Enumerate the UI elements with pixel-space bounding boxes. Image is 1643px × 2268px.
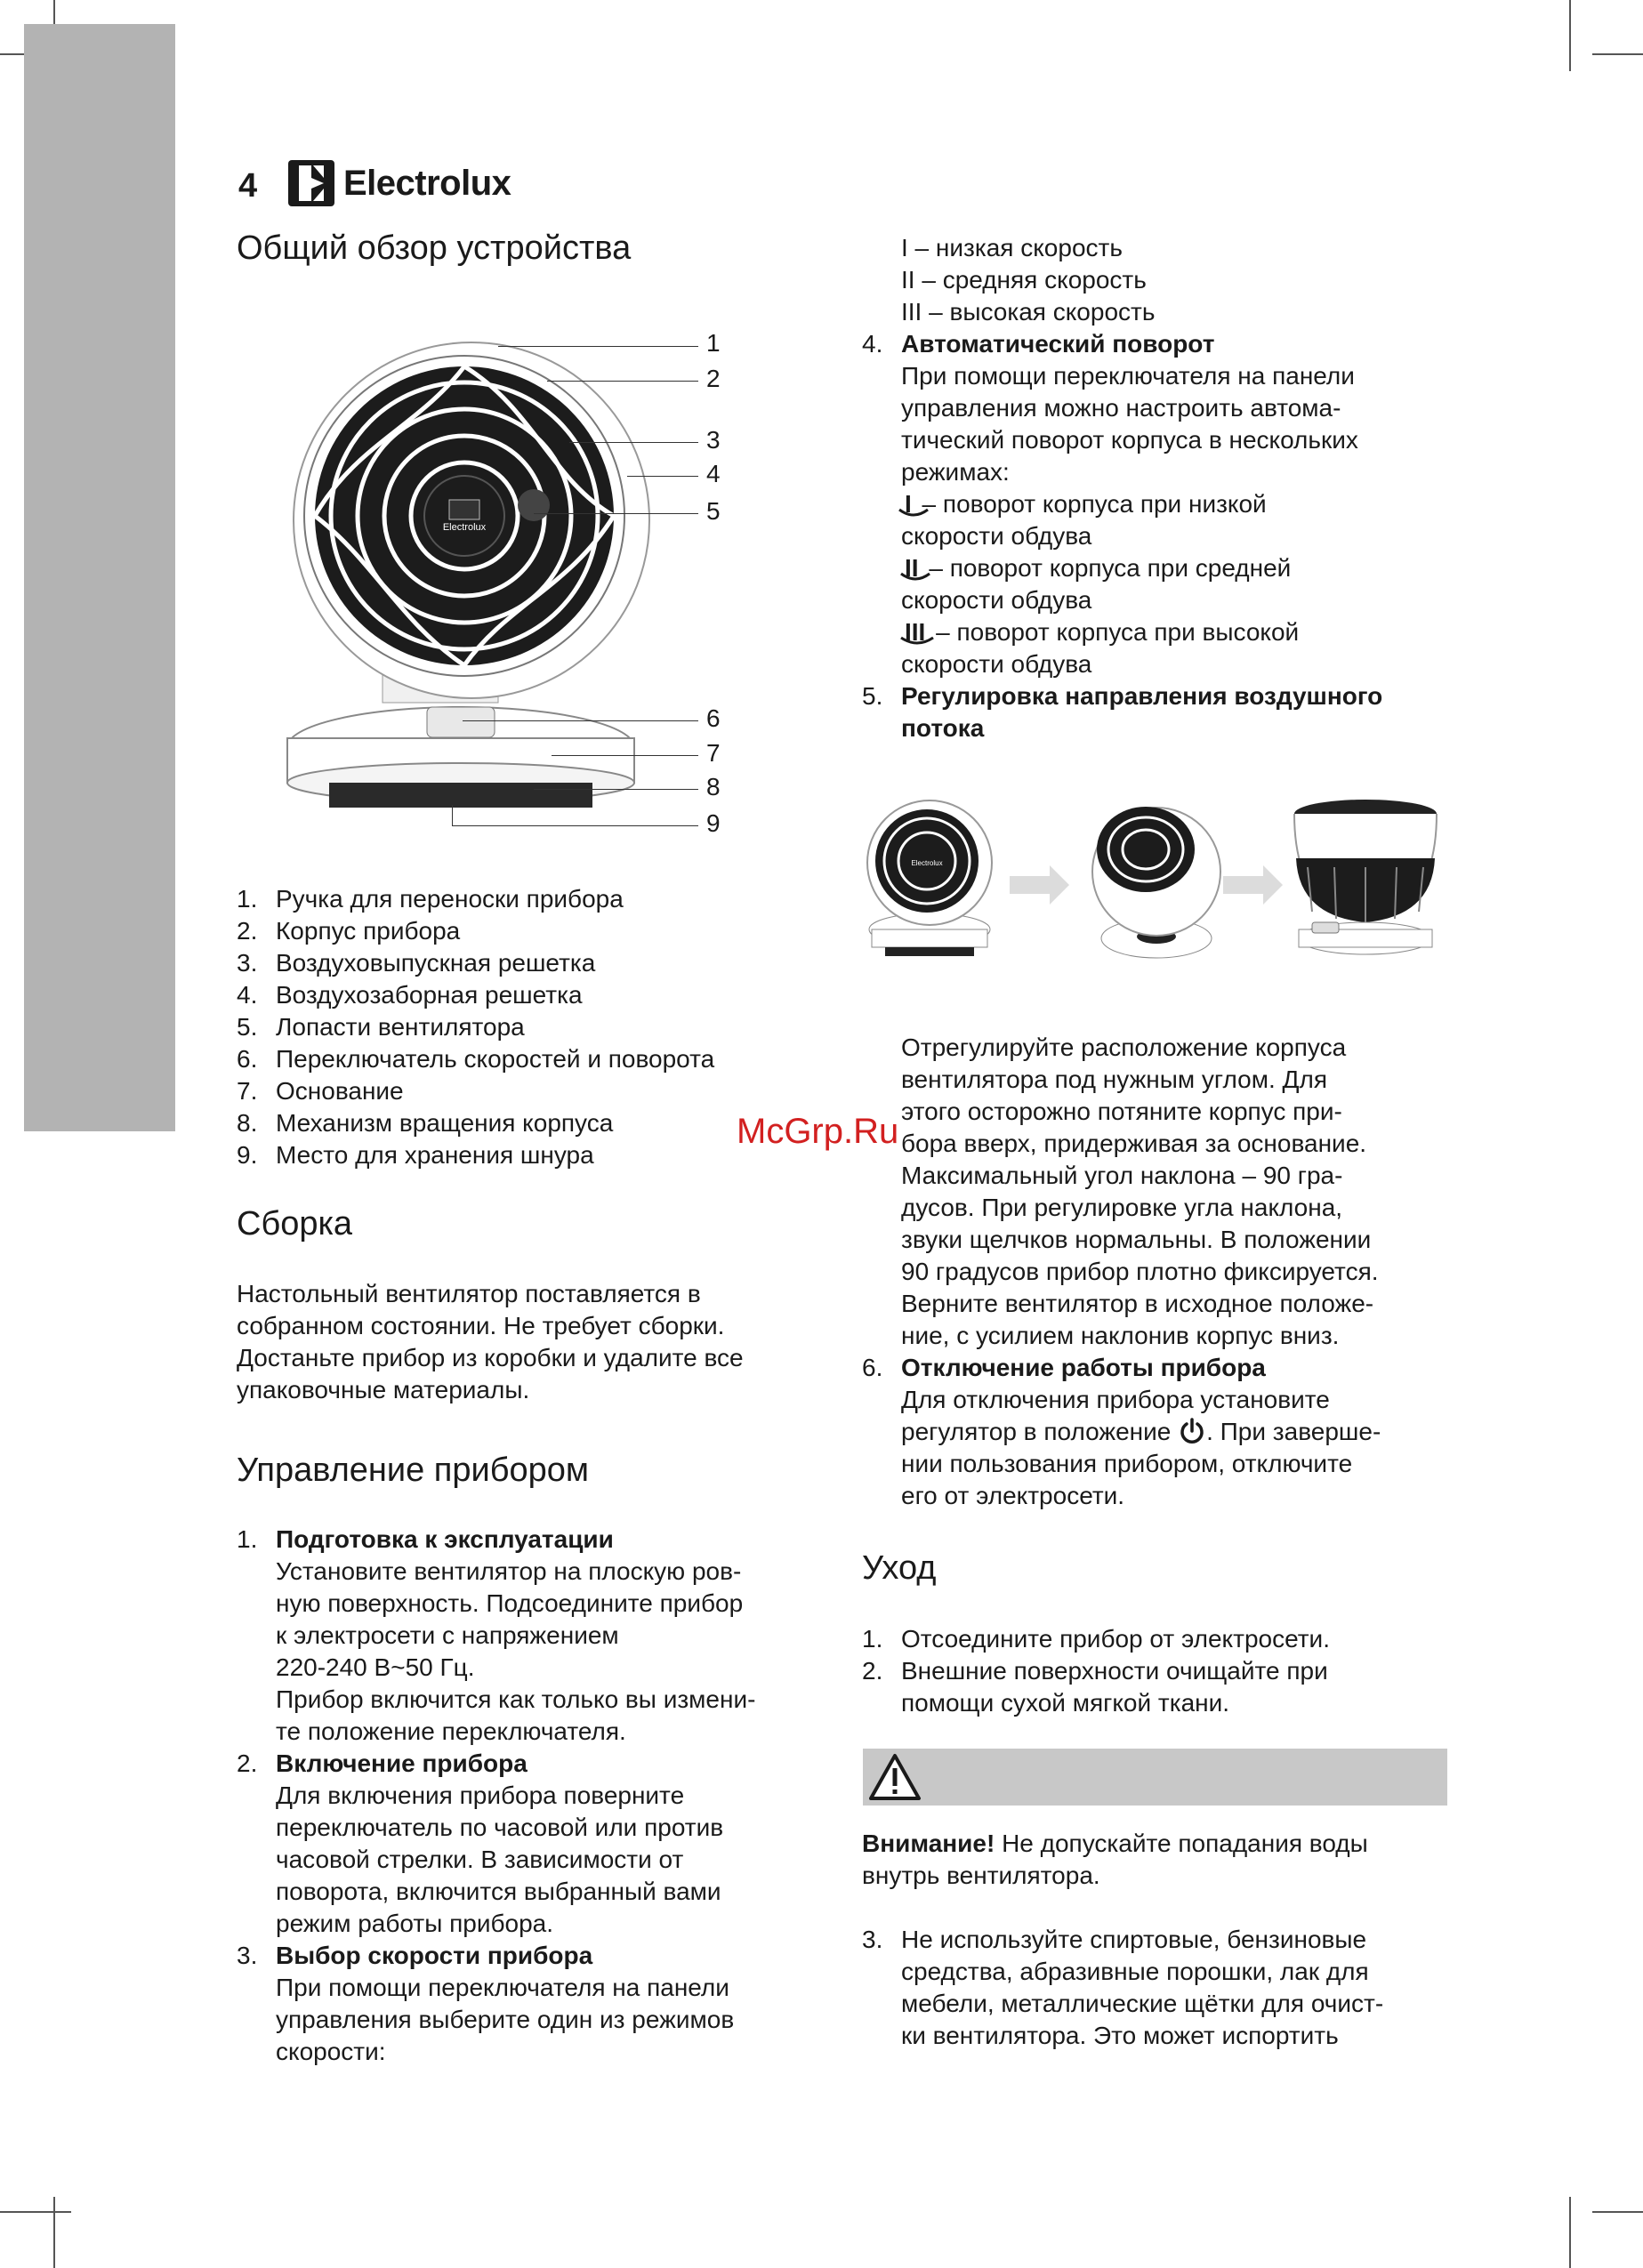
callout-number: 3 [706,426,721,454]
list-item: 3. Не используйте спиртовые, бензиновые средства, абразивные порошки, лак для мебели, металлические щётки для очист- ки вентилятора. Это может испортить [862,1926,1384,2049]
care-list [862,1623,1485,1719]
crop-mark [1592,2211,1643,2213]
callout-number: 5 [706,497,721,525]
rotation-medium-icon: II [901,552,922,584]
shutdown-item: 6. Отключение работы прибора Для отключения прибора установите регулятор в положение . При заверше- нии пользования прибором, отключите его от электросети. [862,1352,1485,1512]
list-item: 5. Лопасти вентилятора [237,1013,525,1041]
list-item: 1. Подготовка к эксплуатации Установите вентилятор на плоскую ров- ную поверхность. Подсоедините прибор к электросети с напряжением 220-240 В~50 Гц. Прибор включится как только вы измени- те положение переключателя. [237,1524,842,1748]
list-item: 1. Отсоедините прибор от электросети. [862,1625,1330,1653]
rotation-high-icon: III [901,616,929,648]
callout-number: 6 [706,704,721,732]
section-title-assembly: Сборка [237,1205,353,1243]
leader-line [547,381,698,382]
speed-high: III – высокая скорость [901,298,1156,326]
control-list [237,1524,842,2068]
leader-line [534,789,698,790]
leader-line [552,755,698,756]
airflow-item-title: 5. Регулировка направления воздушного потока [862,682,1383,742]
list-item: 1. Ручка для переноски прибора [237,885,624,913]
leader-line [498,346,698,347]
list-item: 3. Воздуховыпускная решетка [237,949,596,977]
section-title-control: Управление прибором [237,1452,590,1489]
crop-mark [0,2211,71,2213]
tilt-illustration [863,796,1450,974]
callout-number: 1 [706,329,721,357]
list-item: 2. Включение прибора Для включения прибора поверните переключатель по часовой или против часовой стрелки. В зависимости от поворота, включится выбранный вами режим работы прибора. [237,1748,842,1940]
list-item: 4. Воздухозаборная решетка [237,981,583,1009]
callout-number: 4 [706,460,721,487]
brand-name: Electrolux [343,163,511,203]
item-title: Автоматический поворот [901,330,1215,358]
fan-badge: Electrolux [442,522,487,533]
section-title-overview: Общий обзор устройства [237,229,632,267]
page-number: 4 [238,167,258,205]
leader-line [534,513,698,514]
callout-number: 8 [706,773,721,800]
power-icon [1178,1417,1206,1445]
fan-illustration [267,329,747,836]
list-item: 2. Внешние поверхности очищайте при помощи сухой мягкой ткани. [862,1657,1328,1717]
warning-triangle-icon [867,1752,922,1802]
speed-low: I – низкая скорость [901,234,1123,261]
list-item: 7. Основание [237,1077,404,1105]
leader-line [627,476,698,477]
speed-modes [901,232,1470,328]
care-list-continued [862,1924,1485,2052]
callout-number: 7 [706,739,721,767]
warning-label: Внимание! [862,1830,995,1857]
rotation-low-icon: I [901,488,915,520]
crop-mark [1569,2197,1571,2268]
list-item: 2. Корпус прибора [237,917,461,945]
arrow-right-icon [1223,865,1283,905]
crop-mark [1569,0,1571,71]
speed-medium: II – средняя скорость [901,266,1147,294]
brand-logo [286,158,511,208]
leader-line [452,825,698,826]
auto-rotation-item: 4. Автоматический поворот При помощи переключателя на панели управления можно настроить автома- тический поворот корпуса в нескольких режимах: I – поворот корпуса при низкой скорости обдува II – поворот корпуса при средней скорости обдува III – поворот корпуса при высокой скорости обдува [862,328,1485,680]
item-title: Включение прибора [276,1749,528,1777]
leader-line [463,720,698,721]
crop-mark [1592,53,1643,55]
side-tab-band [24,24,175,1131]
item-title: Выбор скорости прибора [276,1942,593,1969]
callout-number: 9 [706,809,721,837]
parts-list [237,883,806,1171]
list-item: 8. Механизм вращения корпуса [237,1109,614,1137]
item-title: Подготовка к эксплуатации [276,1525,614,1553]
assembly-text: Настольный вентилятор поставляется в собранном состоянии. Не требует сборки. Достаньте прибор из коробки и удалите все упаковочные материалы. [237,1280,744,1403]
airflow-text: Отрегулируйте расположение корпуса вентилятора под нужным углом. Для этого осторожно потяните корпус при- бора вверх, придерживая за основание. Максимальный угол наклона – 90 гра- дусов. При регулировке угла наклона, звуки щелчков нормальны. В положении 90 градусов прибор плотно фиксируется. Верните вентилятор в исходное положе- ние, с усилием наклонив корпус вниз. [901,1033,1379,1349]
fan-badge: Electrolux [911,859,943,867]
callout-number: 2 [706,365,721,392]
leader-line [452,805,453,826]
electrolux-logo-icon [286,158,336,208]
section-title-care: Уход [862,1549,937,1587]
watermark: McGrp.Ru [737,1112,899,1151]
warning-text: Внимание! Не допускайте попадания воды внутрь вентилятора. [862,1830,1368,1889]
list-item: 6. Переключатель скоростей и поворота [237,1045,715,1073]
warning-bar [863,1749,1447,1806]
arrow-right-icon [1010,865,1069,905]
leader-line [569,442,698,443]
list-item: 3. Выбор скорости прибора При помощи переключателя на панели управления выберите один из режимов скорости: [237,1940,842,2068]
crop-mark [53,2197,55,2268]
list-item: 9. Место для хранения шнура [237,1141,594,1169]
item-title: Отключение работы прибора [901,1354,1266,1381]
